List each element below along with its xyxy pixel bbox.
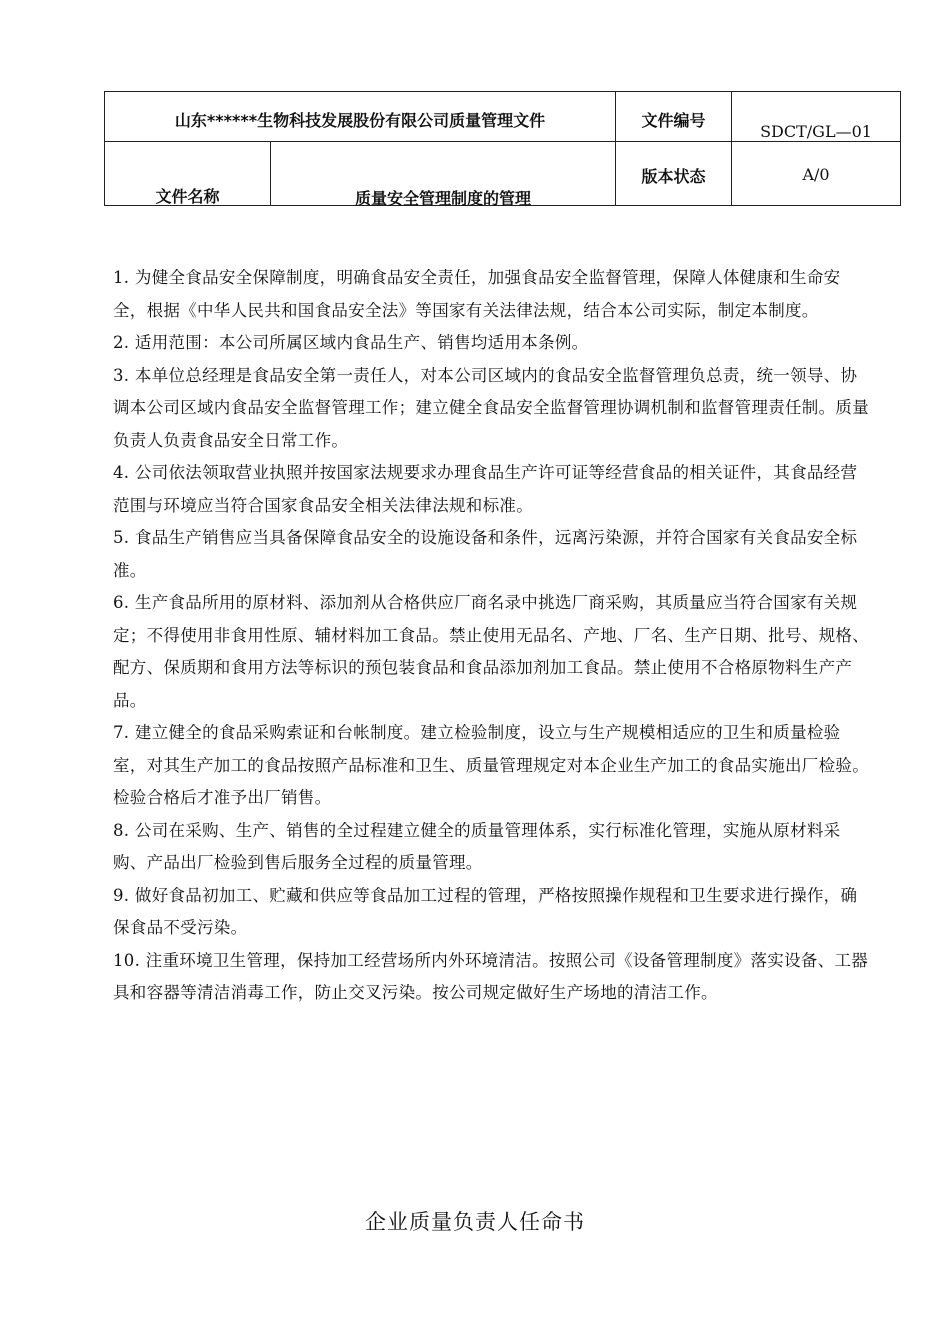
company-doc-title: 山东******生物科技发展股份有限公司质量管理文件 (174, 111, 546, 130)
regulation-item-9: 9. 做好食品初加工、贮藏和供应等食品加工过程的管理，严格按照操作规程和卫生要求进行操作，确保食品不受污染。 (113, 885, 858, 937)
regulation-item-3: 3. 本单位总经理是食品安全第一责任人，对本公司区域内的食品安全监督管理负总责，统一领导、协调本公司区域内食品安全监督管理工作；建立健全食品安全监督管理协调机制和监督管理责任制。质量负责人负责食品安全日常工作。 (113, 365, 869, 450)
doc-name-value: 质量安全管理制度的管理 (354, 189, 531, 208)
regulation-item-7: 7. 建立健全的食品采购索证和台帐制度。建立检验制度，设立与生产规模相适应的卫生和质量检验室，对其生产加工的食品按照产品标准和卫生、质量管理规定对本企业生产加工的食品实施出厂检验。检验合格后才准予出厂销售。 (113, 723, 869, 807)
doc-name-label-cell (105, 142, 271, 206)
regulation-item-2: 2. 适用范围：本公司所属区域内食品生产、销售均适用本条例。 (113, 333, 589, 352)
regulation-body (113, 262, 873, 1010)
regulation-item-10: 10. 注重环境卫生管理，保持加工经营场所内外环境清洁。按照公司《设备管理制度》落实设备、工器具和容器等清洁消毒工作，防止交叉污染。按公司规定做好生产场地的清洁工作。 (113, 950, 869, 1002)
regulation-item-5: 5. 食品生产销售应当具备保障食品安全的设施设备和条件，远离污染源，并符合国家有关食品安全标准。 (113, 528, 858, 580)
appointment-title: 企业质量负责人任命书 (365, 1210, 585, 1234)
regulation-item-1: 1. 为健全食品安全保障制度，明确食品安全责任，加强食品安全监督管理，保障人体健康和生命安全，根据《中华人民共和国食品安全法》等国家有关法律法规，结合本公司实际，制定本制度。 (113, 268, 841, 320)
regulation-item-6: 6. 生产食品所用的原材料、添加剂从合格供应厂商名录中挑选厂商采购，其质量应当符合国家有关规定；不得使用非食用性原、辅材料加工食品。禁止使用无品名、产地、厂名、生产日期、批号、规格、配方、保质期和食用方法等标识的预包装食品和食品添加剂加工食品。禁止使用不合格原物料生产产品。 (113, 593, 869, 710)
version-label-cell (616, 142, 732, 206)
regulation-item-8: 8. 公司在采购、生产、销售的全过程建立健全的质量管理体系，实行标准化管理，实施从原材料采购、产品出厂检验到售后服务全过程的质量管理。 (113, 820, 841, 872)
version-value: A/0 (802, 165, 830, 184)
doc-number-label: 文件编号 (641, 111, 706, 130)
regulation-item-4: 4. 公司依法领取营业执照并按国家法规要求办理食品生产许可证等经营食品的相关证件，其食品经营范围与环境应当符合国家食品安全相关法律法规和标准。 (113, 463, 858, 515)
doc-name-value-cell (271, 142, 616, 206)
doc-number-value-cell (732, 92, 901, 142)
doc-number-value: SDCT/GL—01 (760, 122, 872, 141)
company-doc-title-cell (105, 92, 616, 142)
version-label: 版本状态 (641, 167, 706, 186)
version-value-cell (732, 142, 901, 206)
doc-number-label-cell (616, 92, 732, 142)
document-header-table (104, 91, 901, 206)
doc-name-label: 文件名称 (155, 187, 220, 206)
